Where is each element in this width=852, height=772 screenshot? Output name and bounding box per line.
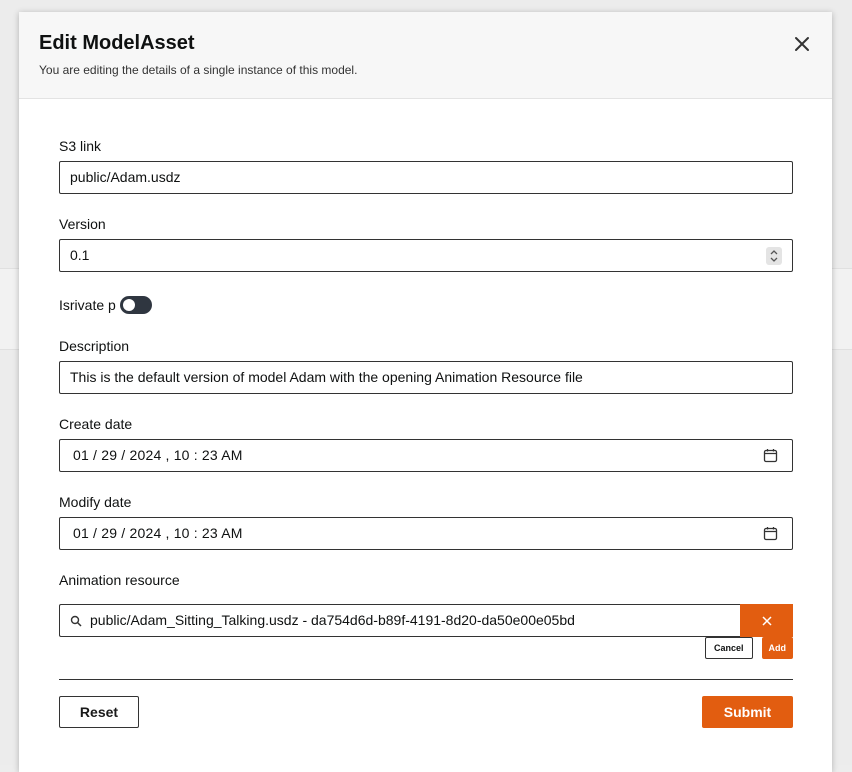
description-label: Description [59,338,130,354]
reset-button[interactable]: Reset [59,696,139,728]
modal-title: Edit ModelAsset [39,32,195,54]
add-button[interactable]: Add [762,637,794,659]
animation-resource-value: public/Adam_Sitting_Talking.usdz - da754d6d-b89f-4191-8d20-da50e00e05bd [90,612,575,628]
s3-link-label: S3 link [59,138,102,154]
modal-header [19,12,832,99]
toggle-knob [123,299,135,311]
modify-date-label: Modify date [59,494,132,510]
modify-date-value: 01 / 29 / 2024 , 10 : 23 AM [73,525,243,541]
clear-icon [762,616,772,626]
submit-button[interactable]: Submit [702,696,793,728]
close-icon[interactable] [790,32,814,56]
animation-resource-label: Animation resource [59,572,180,588]
modal-subtitle: You are editing the details of a single instance of this model. [39,63,358,77]
clear-button[interactable] [740,604,793,637]
animation-resource-search [59,604,793,637]
version-label: Version [59,216,106,232]
s3-link-input[interactable]: public/Adam.usdz [59,161,793,194]
version-input[interactable] [59,239,793,272]
is-private-toggle[interactable] [120,296,152,314]
description-input[interactable]: This is the default version of model Adam with the opening Animation Resource file [59,361,793,394]
resource-actions [705,637,793,659]
version-value: 0.1 [70,247,90,263]
create-date-input[interactable] [59,439,793,472]
is-private-label: Isrivate p [59,297,116,313]
spinner-icon[interactable] [766,247,782,265]
animation-resource-input[interactable] [59,604,740,637]
edit-form [59,136,793,653]
calendar-icon[interactable] [763,526,778,541]
is-private-row [59,294,793,316]
cancel-button[interactable]: Cancel [705,637,753,659]
calendar-icon[interactable] [763,448,778,463]
create-date-label: Create date [59,416,133,432]
search-icon [70,615,82,627]
edit-modal [19,12,832,772]
create-date-value: 01 / 29 / 2024 , 10 : 23 AM [73,447,243,463]
form-divider [59,679,793,680]
modify-date-input[interactable] [59,517,793,550]
